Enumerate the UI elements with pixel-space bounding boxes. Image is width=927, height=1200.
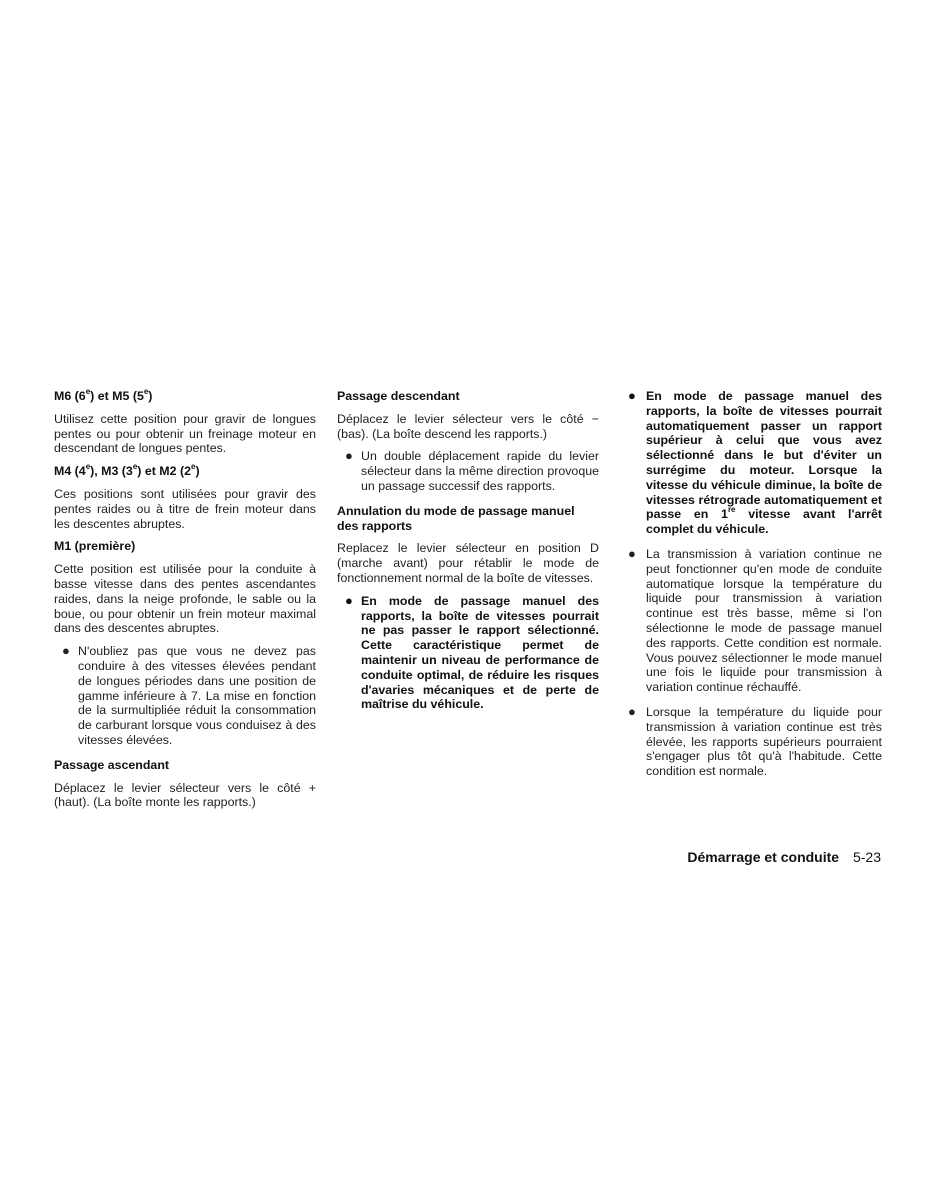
heading-m4-m3-m2: M4 (4e), M3 (3e) et M2 (2e) (54, 462, 200, 479)
column-middle (337, 389, 599, 722)
paragraph-m4-m3-m2: Ces positions sont utilisées pour gravir des pentes raides ou à titre de frein moteur dans les descentes abruptes. (54, 486, 316, 531)
bullet-icon: ● (62, 643, 70, 659)
paragraph-passage-descendant: Déplacez le levier sélecteur vers le côté − (bas). (La boîte descend les rapports.) (337, 411, 599, 441)
bullet-list-descendant (337, 449, 599, 493)
bullet-icon: ● (345, 448, 353, 464)
paragraph-annulation: Replacez le levier sélecteur en position D (marche avant) pour rétablir le mode de fonctionnement normal de la boîte de vitesses. (337, 541, 599, 585)
heading-passage-ascendant: Passage ascendant (54, 757, 170, 772)
list-item: ● N'oubliez pas que vous ne devez pas conduire à des vitesses élevées pendant de longues périodes dans une position de gamme inférieure à 7. La mise en fonction de la surmultipliée réduit la consommation de carburant lorsque vous conduisez à des vitesses élevées. (62, 643, 316, 747)
list-item: ● En mode de passage manuel des rapports, la boîte de vitesses pourrait automatiquement passer un rapport supérieur à celui que vous avez sélectionné dans le but d'éviter un surrégime du moteur. Lorsque la vitesse du véhicule diminue, la boîte de vitesses rétrograde automatiquement et passe en 1re vitesse avant l'arrêt complet du véhicule. (628, 388, 882, 537)
heading-annulation: Annulation du mode de passage manuel des rapports (337, 503, 575, 533)
bullet-list-annulation (337, 594, 599, 712)
list-item: ● La transmission à variation continue ne peut fonctionner qu'en mode de conduite automatique lorsque la température du liquide pour transmission à variation continue est très basse, même si l'on sélectionne le mode de passage manuel des rapports. Cette condition est normale. Vous pouvez sélectionner le mode manuel une fois le liquide pour transmission à variation continue réchauffé. (628, 545, 882, 695)
section-title: Démarrage et conduite (687, 849, 840, 865)
bullet-icon: ● (345, 592, 353, 608)
page-footer (687, 849, 881, 865)
list-item: ● Lorsque la température du liquide pour transmission à variation continue est très élevée, les rapports supérieurs pourraient s'engager plus tôt qu'à l'habitude. Cette condition est normale. (628, 703, 882, 779)
paragraph-m1: Cette position est utilisée pour la conduite à basse vitesse dans des pentes ascendantes raides, dans la neige profonde, le sable ou la boue, ou pour obtenir un frein moteur maximal dans des descentes abruptes. (54, 562, 316, 636)
bullet-icon: ● (628, 545, 636, 561)
paragraph-passage-ascendant: Déplacez le levier sélecteur vers le côté + (haut). (La boîte monte les rapports.) (54, 780, 316, 810)
column-left (54, 386, 316, 818)
heading-m6-m5: M6 (6e) et M5 (5e) (54, 386, 153, 403)
heading-passage-descendant: Passage descendant (337, 389, 460, 403)
list-item: ● En mode de passage manuel des rapports, la boîte de vitesses pourrait ne pas passer le rapport sélectionné. Cette caractéristique permet de maintenir un niveau de performance de conduite optimal, de réduire les risques d'avaries mécaniques et de perte de maîtrise du véhicule. (345, 592, 599, 712)
paragraph-m6-m5: Utilisez cette position pour gravir de longues pentes ou pour obtenir un freinage moteur en descendant de longues pentes. (54, 411, 316, 456)
page-number: 5-23 (852, 849, 881, 865)
bullet-icon: ● (628, 703, 636, 719)
list-item: ● Un double déplacement rapide du levier sélecteur dans la même direction provoque un passage successif des rapports. (345, 448, 599, 493)
bullet-list-m1 (54, 644, 316, 748)
bullet-list-notes (626, 389, 882, 779)
bullet-icon: ● (628, 388, 636, 403)
heading-m1: M1 (première) (54, 539, 136, 554)
column-right (626, 389, 882, 789)
